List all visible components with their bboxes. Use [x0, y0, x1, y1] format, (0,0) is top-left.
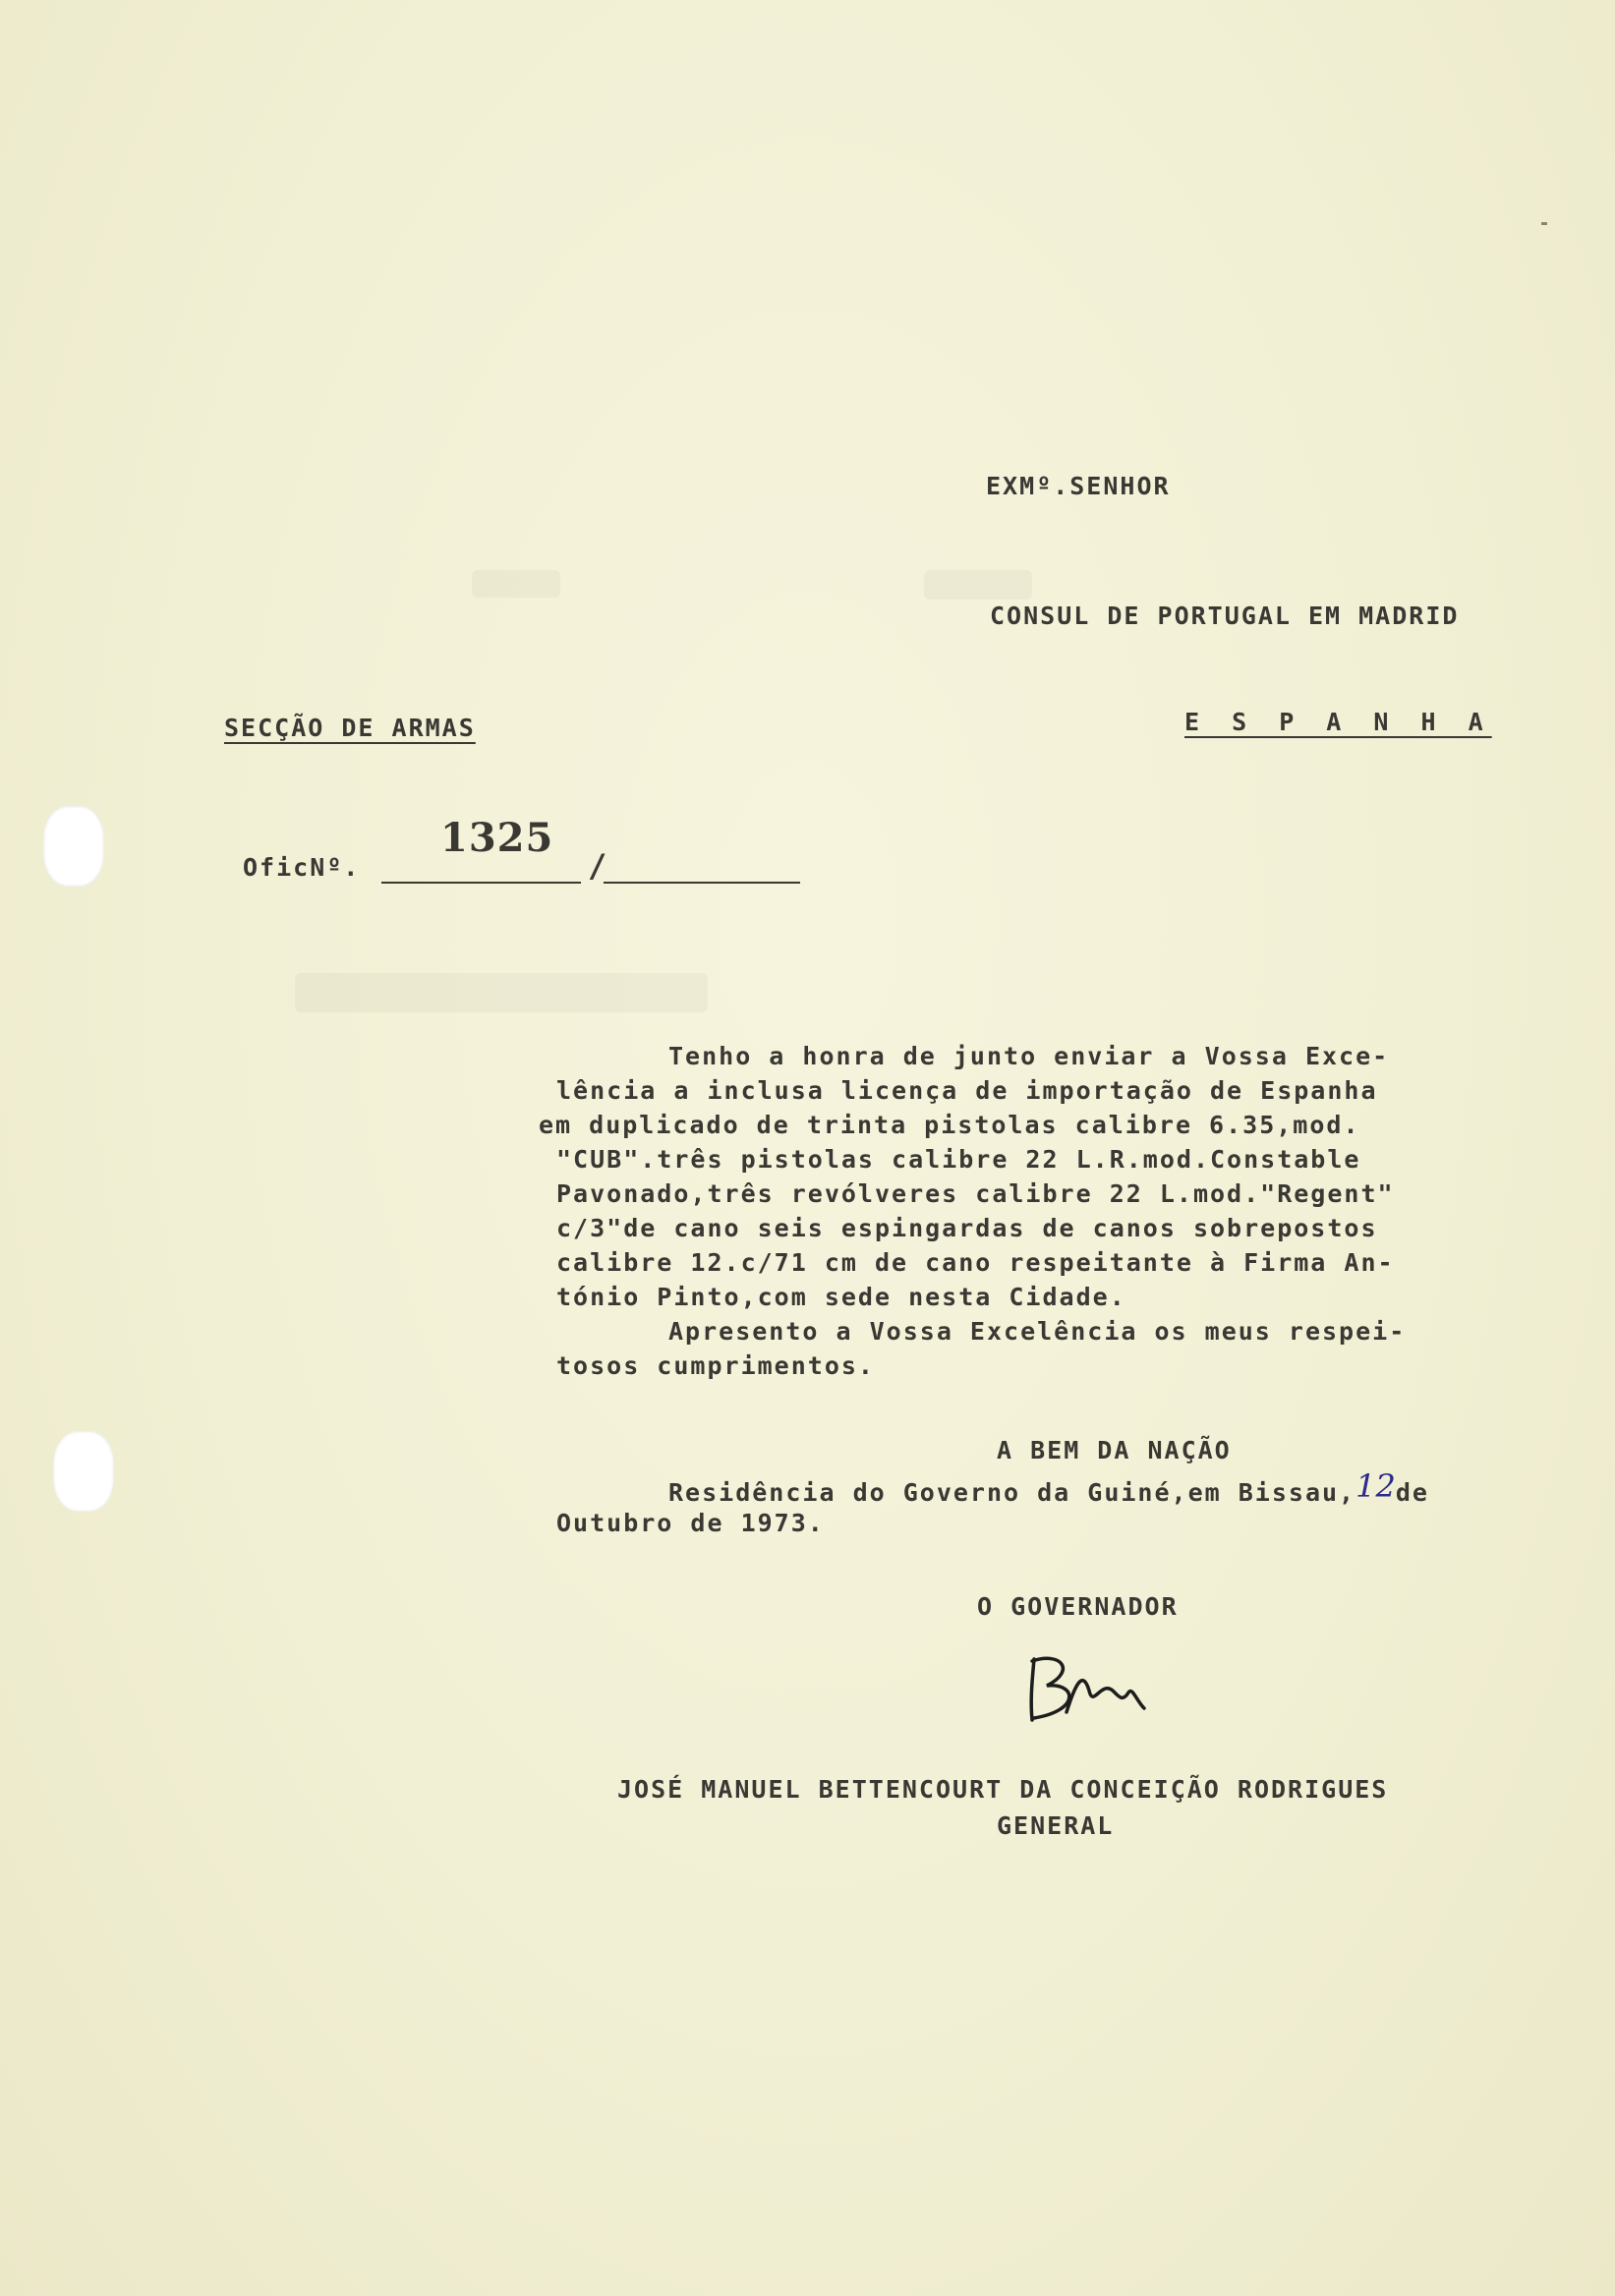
paper-ghost-mark — [295, 973, 708, 1012]
body-line: Apresento a Vossa Excelência os meus respei- — [668, 1317, 1407, 1346]
body-line: calibre 12.c/71 cm de cano respeitante à Firma An- — [556, 1248, 1395, 1277]
oficio-number: 1325 — [440, 815, 554, 861]
body-line: c/3"de cano seis espingardas de canos sobrepostos — [556, 1214, 1378, 1242]
signatory-title: O GOVERNADOR — [977, 1592, 1179, 1621]
body-line: em duplicado de trinta pistolas calibre 6.35,mod. — [539, 1111, 1360, 1139]
punch-hole-bottom — [53, 1431, 114, 1512]
oficio-label: OficNº. — [243, 853, 361, 882]
oficio-separator: / — [588, 847, 609, 885]
salutation: EXMº.SENHOR — [986, 472, 1171, 500]
paper-ghost-mark — [472, 570, 560, 598]
signatory-name: JOSÉ MANUEL BETTENCOURT DA CONCEIÇÃO RODRIGUES — [617, 1775, 1389, 1804]
letter-body — [539, 1039, 1539, 1383]
punch-hole-top — [43, 806, 104, 887]
closing-place — [668, 1467, 1429, 1509]
body-line: lência a inclusa licença de importação de Espanha — [556, 1076, 1378, 1105]
body-line: Tenho a honra de junto enviar a Vossa Exce- — [668, 1042, 1390, 1070]
paper-speck — [1541, 222, 1547, 225]
closing-date: Outubro de 1973. — [556, 1509, 825, 1537]
handwritten-day: 12 — [1355, 1467, 1396, 1505]
oficio-suffix-line — [604, 882, 800, 884]
body-line: Pavonado,três revólveres calibre 22 L.mod."Regent" — [556, 1179, 1395, 1208]
body-line: tosos cumprimentos. — [556, 1351, 875, 1380]
signatory-rank: GENERAL — [997, 1811, 1115, 1840]
closing-place-end: de — [1395, 1478, 1429, 1507]
body-line: tónio Pinto,com sede nesta Cidade. — [556, 1283, 1126, 1311]
body-line: "CUB".três pistolas calibre 22 L.R.mod.Constable — [556, 1145, 1361, 1174]
oficio-number-line — [381, 882, 581, 884]
paper-ghost-mark — [924, 570, 1032, 600]
section-label: SECÇÃO DE ARMAS — [224, 714, 476, 742]
closing-motto: A BEM DA NAÇÃO — [997, 1436, 1232, 1464]
handwritten-signature — [1022, 1651, 1170, 1730]
closing-place-text: Residência do Governo da Guiné,em Bissau, — [668, 1478, 1356, 1507]
recipient: CONSUL DE PORTUGAL EM MADRID — [990, 602, 1460, 630]
recipient-country: E S P A N H A — [1184, 708, 1492, 736]
